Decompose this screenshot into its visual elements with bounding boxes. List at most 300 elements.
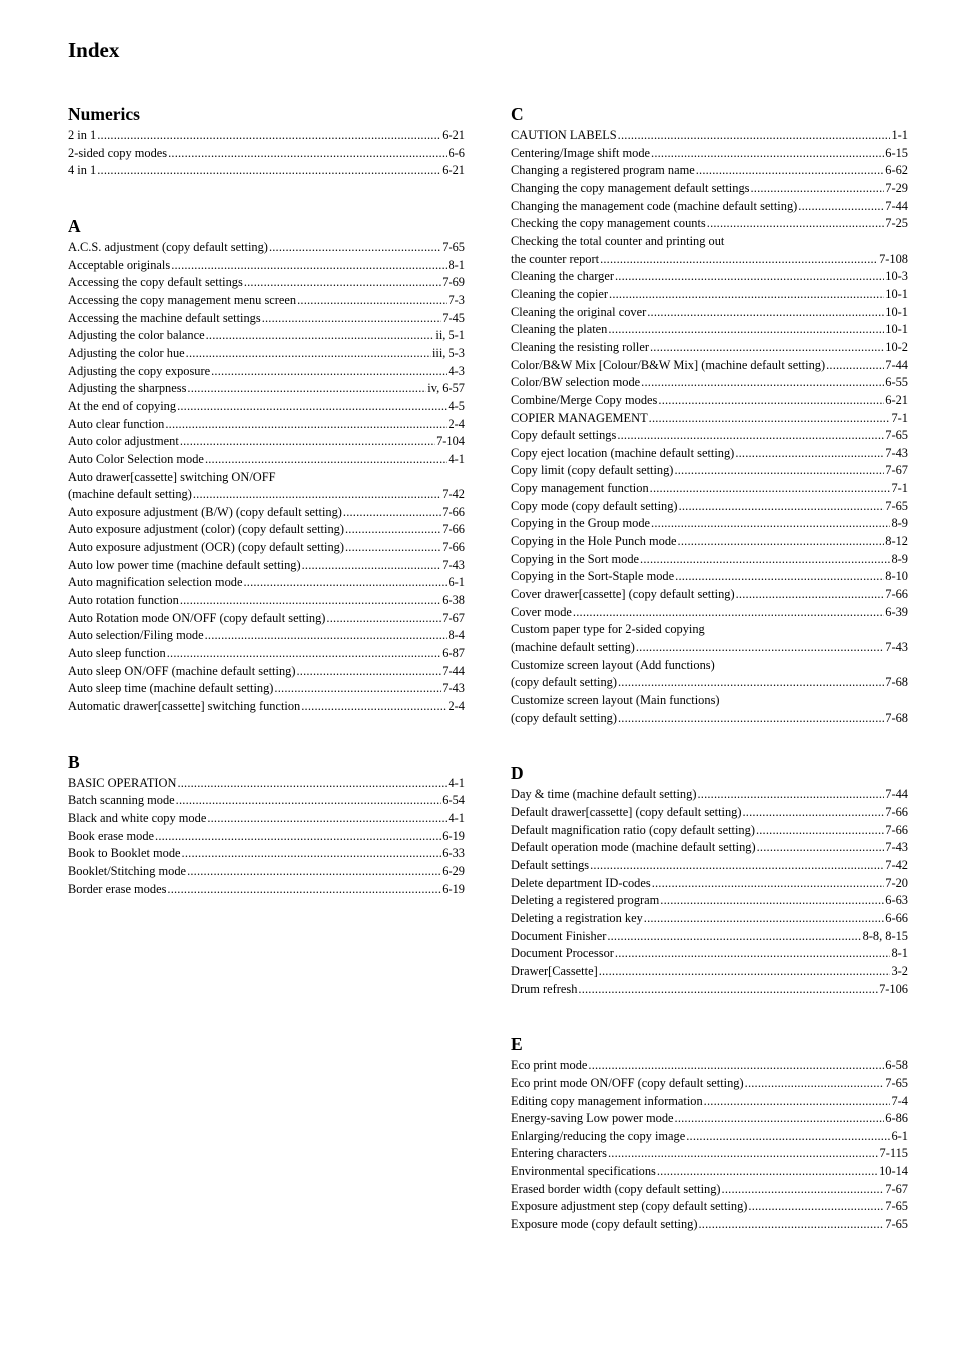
entry-term: Drum refresh (511, 981, 578, 996)
entry-page-ref: 8-9 (891, 516, 908, 531)
entry-page-ref: 10-14 (879, 1164, 908, 1179)
dot-leader (345, 521, 441, 539)
index-entry (68, 557, 465, 575)
dot-leader (244, 274, 441, 292)
entry-term: Batch scanning mode (68, 793, 175, 808)
index-section (68, 102, 465, 180)
entry-term: At the end of copying (68, 398, 177, 413)
entry-page-ref: 7-65 (885, 428, 908, 443)
entry-page-ref: 10-1 (885, 304, 908, 319)
entry-term: Exposure adjustment step (copy default setting) (511, 1199, 748, 1214)
index-entry (511, 1163, 908, 1181)
index-entry (511, 1181, 908, 1199)
entry-term: Default operation mode (machine default setting) (511, 840, 756, 855)
entry-term: BASIC OPERATION (68, 775, 177, 790)
index-entry (511, 198, 908, 216)
entry-page-ref: 7-67 (442, 610, 465, 625)
entry-page-ref: 7-44 (885, 198, 908, 213)
entry-page-ref: 7-3 (448, 292, 465, 307)
dot-leader (176, 792, 442, 810)
index-entry (68, 792, 465, 810)
entry-page-ref: 2-4 (448, 699, 465, 714)
entry-page-ref: 8-4 (448, 628, 465, 643)
dot-leader (193, 486, 441, 504)
entry-term: CAUTION LABELS (511, 128, 617, 142)
section-heading: C (511, 104, 524, 124)
index-entry (511, 286, 908, 304)
entry-term: Cover drawer[cassette] (copy default setting) (511, 587, 735, 602)
entry-term: Enlarging/reducing the copy image (511, 1128, 686, 1143)
entry-term: 2 in 1 (68, 128, 97, 142)
dot-leader (697, 786, 884, 804)
entry-term: the counter report (511, 251, 600, 266)
dot-leader (756, 822, 884, 840)
entry-term: Book erase mode (68, 828, 155, 843)
entry-page-ref: 7-66 (885, 804, 908, 819)
index-entry (511, 551, 908, 569)
entry-page-ref: 6-86 (885, 1111, 908, 1126)
entry-term: Automatic drawer[cassette] switching function (68, 699, 301, 714)
index-entry (511, 586, 908, 604)
entry-page-ref: 7-43 (442, 557, 465, 572)
index-entry (511, 127, 908, 145)
index-entry (511, 180, 908, 198)
entry-term: Auto selection/Filing mode (68, 628, 204, 643)
entry-page-ref: 2-4 (448, 416, 465, 431)
index-entry (68, 127, 465, 145)
dot-leader (798, 198, 884, 216)
dot-leader (699, 1216, 885, 1234)
dot-leader (647, 304, 884, 322)
entry-page-ref: 6-55 (885, 375, 908, 390)
entry-page-ref: 10-1 (885, 286, 908, 301)
entry-page-ref: 4-1 (448, 811, 465, 825)
dot-leader (600, 251, 878, 269)
entry-term: Copying in the Sort-Staple mode (511, 569, 675, 584)
dot-leader (651, 515, 890, 533)
entry-term: Editing copy management information (511, 1093, 703, 1108)
entry-page-ref: 7-43 (885, 840, 908, 855)
dot-leader (826, 357, 884, 375)
index-entry (511, 1216, 908, 1234)
dot-leader (618, 674, 884, 692)
dot-leader (678, 533, 885, 551)
entry-page-ref: 8-12 (885, 534, 908, 549)
entry-page-ref: 6-66 (885, 910, 908, 925)
entry-page-ref: 7-65 (885, 1199, 908, 1214)
entry-term-first-line: Auto drawer[cassette] switching ON/OFF (68, 469, 276, 484)
index-entry (511, 857, 908, 875)
entry-page-ref: 7-42 (442, 487, 465, 502)
index-entry (511, 357, 908, 375)
index-entry (68, 521, 465, 539)
entry-term: Auto exposure adjustment (B/W) (copy default setting) (68, 504, 342, 519)
index-entry (511, 621, 908, 656)
index-entry (68, 698, 465, 716)
index-entry (511, 963, 908, 981)
entry-page-ref: 7-20 (885, 875, 908, 890)
entry-term: Eco print mode ON/OFF (copy default setting) (511, 1075, 744, 1090)
dot-leader (644, 910, 885, 928)
dot-leader (243, 574, 447, 592)
entry-term: Changing the copy management default settings (511, 180, 750, 195)
dot-leader (609, 286, 884, 304)
index-entry (511, 480, 908, 498)
dot-leader (167, 645, 442, 663)
entry-page-ref: 7-29 (885, 180, 908, 195)
dot-leader (617, 427, 884, 445)
entry-term: Color/BW selection mode (511, 375, 641, 390)
entry-term: (copy default setting) (511, 710, 617, 725)
entry-page-ref: 4-5 (448, 398, 465, 413)
dot-leader (599, 963, 891, 981)
index-entry (68, 162, 465, 180)
index-entry (68, 828, 465, 846)
dot-leader (97, 162, 441, 180)
entry-term: Cleaning the charger (511, 269, 614, 284)
entry-page-ref: 6-87 (442, 646, 465, 661)
index-section (68, 214, 465, 716)
entry-page-ref: 7-66 (885, 822, 908, 837)
dot-leader (757, 839, 885, 857)
index-entry (511, 427, 908, 445)
entry-page-ref: 6-63 (885, 893, 908, 908)
index-entry (68, 863, 465, 881)
index-entry (511, 1093, 908, 1111)
dot-leader (186, 345, 431, 363)
entry-page-ref: 7-1 (891, 410, 908, 425)
entry-term: 4 in 1 (68, 163, 97, 178)
entry-term: Exposure mode (copy default setting) (511, 1217, 698, 1232)
dot-leader (686, 1128, 890, 1146)
dot-leader (269, 239, 441, 257)
entry-page-ref: 6-1 (448, 575, 465, 590)
dot-leader (608, 1145, 879, 1163)
index-column-right (511, 102, 908, 1268)
index-entry (511, 1075, 908, 1093)
index-entry (68, 610, 465, 628)
entry-page-ref: 3-2 (891, 963, 908, 978)
dot-leader (618, 127, 891, 145)
index-entry (511, 374, 908, 392)
index-entry (68, 574, 465, 592)
dot-leader (167, 881, 441, 899)
dot-leader (301, 698, 447, 716)
index-entry (68, 239, 465, 257)
entry-page-ref: 7-25 (885, 216, 908, 231)
index-entry (511, 215, 908, 233)
entry-term: Document Processor (511, 946, 614, 961)
entry-term: Adjusting the sharpness (68, 381, 187, 396)
entry-term: Adjusting the copy exposure (68, 363, 211, 378)
dot-leader (636, 639, 884, 657)
index-entry (511, 892, 908, 910)
dot-leader (326, 610, 441, 628)
entry-term: Erased border width (copy default setting) (511, 1181, 721, 1196)
dot-leader (343, 504, 441, 522)
dot-leader (262, 310, 442, 328)
entry-page-ref: 7-68 (885, 710, 908, 725)
index-entry (68, 451, 465, 469)
dot-leader (735, 445, 884, 463)
entry-term: Document Finisher (511, 928, 607, 943)
entry-term: Acceptable originals (68, 257, 171, 272)
entry-page-ref: 6-39 (885, 604, 908, 619)
entry-page-ref: 7-65 (442, 239, 465, 254)
entry-term: Auto color adjustment (68, 434, 179, 449)
entry-page-ref: 7-108 (879, 251, 908, 266)
entry-term: Drawer[Cassette] (511, 963, 598, 978)
index-entry (511, 804, 908, 822)
entry-page-ref: 7-69 (442, 275, 465, 290)
entry-term: Cleaning the original cover (511, 304, 647, 319)
entry-term: 2-sided copy modes (68, 145, 168, 160)
index-entry (68, 881, 465, 899)
index-entry (511, 786, 908, 804)
index-entry (511, 339, 908, 357)
entry-term: Auto magnification selection mode (68, 575, 243, 590)
entry-term: Cleaning the resisting roller (511, 339, 649, 354)
index-entry (511, 392, 908, 410)
entry-term: Adjusting the color balance (68, 328, 205, 343)
entry-page-ref: 6-38 (442, 593, 465, 608)
entry-page-ref: 7-66 (885, 587, 908, 602)
index-entry (511, 981, 908, 999)
dot-leader (649, 410, 891, 428)
entry-term: Color/B&W Mix [Colour/B&W Mix] (machine default setting) (511, 357, 826, 372)
dot-leader (590, 857, 884, 875)
dot-leader (641, 374, 884, 392)
entry-page-ref: 6-58 (885, 1058, 908, 1073)
section-heading: D (511, 763, 524, 784)
dot-leader (180, 592, 441, 610)
entry-page-ref: 8-8, 8-15 (862, 928, 908, 943)
dot-leader (615, 945, 891, 963)
index-entry (68, 663, 465, 681)
index-entry (511, 145, 908, 163)
entry-term: Black and white copy mode (68, 811, 207, 825)
entry-term: Copying in the Hole Punch mode (511, 534, 677, 549)
dot-leader (274, 680, 441, 698)
entry-page-ref: 8-1 (891, 946, 908, 961)
entry-page-ref: 6-62 (885, 163, 908, 178)
index-entry (511, 604, 908, 622)
entry-page-ref: 10-3 (885, 269, 908, 284)
index-entry (68, 345, 465, 363)
dot-leader (187, 380, 426, 398)
entry-term: Copy eject location (machine default setting) (511, 445, 735, 460)
entry-page-ref: 4-1 (448, 451, 465, 466)
dot-leader (618, 710, 884, 728)
dot-leader (675, 568, 884, 586)
index-entry (511, 498, 908, 516)
dot-leader (205, 451, 448, 469)
entry-page-ref: 6-21 (442, 128, 465, 142)
index-entry (511, 657, 908, 692)
entry-term-first-line: Customize screen layout (Main functions) (511, 693, 720, 707)
entry-page-ref: 7-67 (885, 463, 908, 478)
entry-term: Auto sleep function (68, 646, 166, 661)
dot-leader (573, 604, 884, 622)
dot-leader (743, 804, 885, 822)
dot-leader (652, 875, 885, 893)
entry-term: Copy mode (copy default setting) (511, 498, 678, 513)
entry-page-ref: 7-106 (879, 981, 908, 996)
entry-page-ref: 6-29 (442, 863, 465, 878)
entry-term: Auto exposure adjustment (OCR) (copy default setting) (68, 540, 344, 555)
index-entry (68, 145, 465, 163)
entry-term-first-line: Checking the total counter and printing out (511, 233, 725, 248)
index-entry (68, 310, 465, 328)
entry-page-ref: 7-65 (885, 498, 908, 513)
dot-leader (674, 462, 884, 480)
entry-page-ref: 6-19 (442, 828, 465, 843)
dot-leader (658, 392, 884, 410)
index-entry (511, 321, 908, 339)
entry-term: Book to Booklet mode (68, 846, 181, 861)
entry-term: Copying in the Group mode (511, 516, 651, 531)
index-entry (68, 257, 465, 275)
dot-leader (97, 127, 441, 145)
index-entry (68, 504, 465, 522)
entry-page-ref: 7-44 (885, 787, 908, 802)
dot-leader (187, 863, 441, 881)
dot-leader (650, 339, 884, 357)
entry-page-ref: 8-1 (448, 257, 465, 272)
entry-term: Eco print mode (511, 1058, 588, 1073)
index-entry (511, 1145, 908, 1163)
entry-page-ref: 4-3 (448, 363, 465, 378)
entry-page-ref: 7-104 (436, 434, 465, 449)
dot-leader (657, 1163, 878, 1181)
entry-term: Default magnification ratio (copy default setting) (511, 822, 755, 837)
index-entry (511, 233, 908, 268)
entry-term: Deleting a registered program (511, 893, 660, 908)
entry-term: Cover mode (511, 604, 572, 619)
section-heading: Numerics (68, 104, 140, 124)
dot-leader (155, 828, 441, 846)
entry-term: Auto sleep time (machine default setting) (68, 681, 274, 696)
entry-page-ref: 7-66 (442, 504, 465, 519)
entry-page-ref: 7-44 (885, 357, 908, 372)
entry-term: Copy default settings (511, 428, 617, 443)
entry-page-ref: 1-1 (891, 128, 908, 142)
entry-term: Copy limit (copy default setting) (511, 463, 674, 478)
entry-page-ref: 7-66 (442, 540, 465, 555)
entry-page-ref: 7-42 (885, 857, 908, 872)
entry-term: Copying in the Sort mode (511, 551, 640, 566)
dot-leader (297, 292, 447, 310)
entry-page-ref: 7-67 (885, 1181, 908, 1196)
dot-leader (748, 1198, 884, 1216)
index-entry (68, 775, 465, 793)
entry-term: Auto Rotation mode ON/OFF (copy default setting) (68, 610, 326, 625)
dot-leader (651, 145, 884, 163)
entry-term: COPIER MANAGEMENT (511, 410, 648, 425)
entry-page-ref: 7-45 (442, 310, 465, 325)
index-entry (511, 822, 908, 840)
entry-term: Changing a registered program name (511, 163, 695, 178)
entry-page-ref: 7-115 (879, 1146, 908, 1161)
entry-term: Auto exposure adjustment (color) (copy default setting) (68, 522, 344, 537)
entry-page-ref: 6-1 (891, 1128, 908, 1143)
entry-term: Default drawer[cassette] (copy default setting) (511, 804, 742, 819)
index-entry (511, 945, 908, 963)
index-entry (511, 910, 908, 928)
index-entry (68, 274, 465, 292)
entry-term: Copy management function (511, 481, 649, 496)
entry-term: (machine default setting) (511, 640, 635, 655)
entry-term: Auto rotation function (68, 593, 179, 608)
index-entry (68, 433, 465, 451)
index-entry (511, 462, 908, 480)
dot-leader (679, 498, 885, 516)
entry-term: Centering/Image shift mode (511, 145, 651, 160)
entry-term: (copy default setting) (511, 675, 617, 690)
entry-term: Cleaning the platen (511, 322, 608, 337)
dot-leader (640, 551, 890, 569)
index-entry (511, 410, 908, 428)
dot-leader (736, 586, 885, 604)
dot-leader (177, 775, 447, 793)
entry-term: Combine/Merge Copy modes (511, 392, 658, 407)
index-entry (68, 398, 465, 416)
index-entry (511, 692, 908, 727)
dot-leader (722, 1181, 885, 1199)
index-entry (511, 1057, 908, 1075)
entry-term: Entering characters (511, 1146, 607, 1161)
index-entry (68, 416, 465, 434)
index-entry (511, 1128, 908, 1146)
entry-page-ref: 6-6 (448, 145, 465, 160)
index-entry (511, 928, 908, 946)
index-entry (68, 810, 465, 828)
dot-leader (296, 663, 441, 681)
entry-term: Day & time (machine default setting) (511, 787, 697, 802)
entry-term-first-line: Customize screen layout (Add functions) (511, 657, 715, 672)
entry-page-ref: 7-43 (885, 445, 908, 460)
index-entry (511, 839, 908, 857)
index-entry (68, 645, 465, 663)
entry-page-ref: iii, 5-3 (431, 345, 465, 360)
index-entry (511, 875, 908, 893)
index-column-left (68, 102, 465, 932)
dot-leader (171, 257, 447, 275)
section-heading: A (68, 215, 81, 236)
entry-page-ref: 10-1 (885, 322, 908, 337)
dot-leader (660, 892, 884, 910)
entry-term: Energy-saving Low power mode (511, 1111, 674, 1126)
entry-term-first-line: Custom paper type for 2-sided copying (511, 622, 705, 637)
dot-leader (578, 981, 878, 999)
entry-term: Cleaning the copier (511, 286, 609, 301)
index-entry (511, 162, 908, 180)
dot-leader (207, 810, 447, 828)
dot-leader (750, 180, 884, 198)
index-entry (511, 515, 908, 533)
index-entry (68, 539, 465, 557)
entry-term: (machine default setting) (68, 487, 192, 502)
index-entry (68, 680, 465, 698)
index-entry (68, 363, 465, 381)
index-entry (511, 568, 908, 586)
entry-term: Accessing the copy management menu screen (68, 292, 297, 307)
dot-leader (675, 1110, 885, 1128)
entry-page-ref: 7-43 (442, 681, 465, 696)
entry-page-ref: 6-19 (442, 881, 465, 896)
entry-term: Delete department ID-codes (511, 875, 651, 890)
index-section (511, 1032, 908, 1234)
